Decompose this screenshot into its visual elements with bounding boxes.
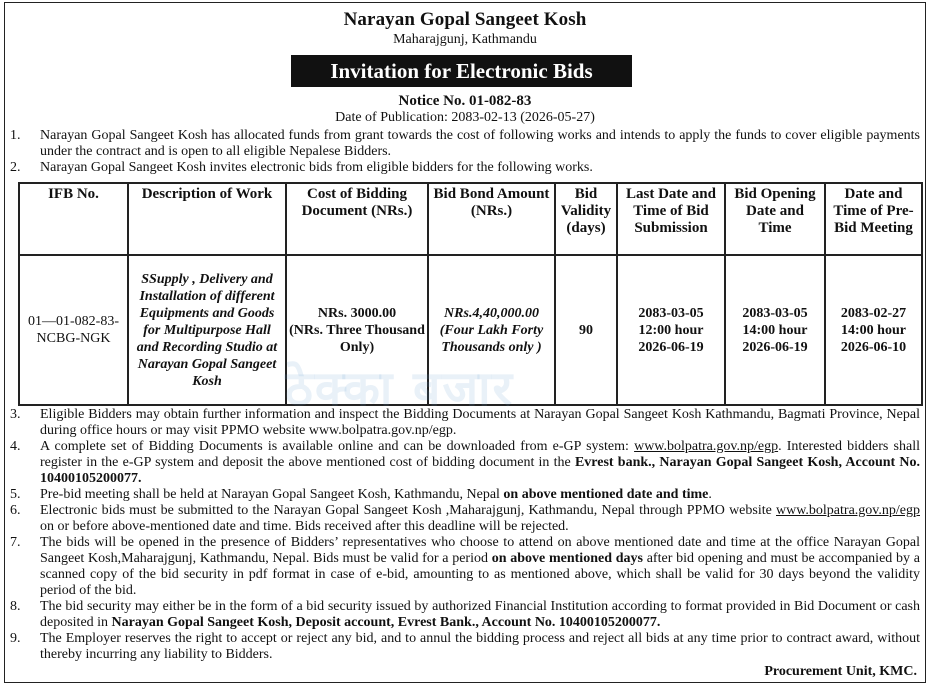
- egp-link[interactable]: www.bolpatra.gov.np/egp: [634, 439, 779, 454]
- table-header-row: [19, 183, 922, 255]
- cell-last-date: 2083-03-05 12:00 hour 2026-06-19: [617, 255, 725, 405]
- col-description: Description of Work: [128, 183, 286, 255]
- col-last-date: Last Date and Time of Bid Submission: [617, 183, 725, 255]
- cell-opening: 2083-03-05 14:00 hour 2026-06-19: [725, 255, 825, 405]
- col-validity: Bid Validity (days): [555, 183, 617, 255]
- paragraph-3: 3. Eligible Bidders may obtain further information and inspect the Bidding Documents at Narayan Gopal Sangeet Kosh Kathmandu, Bagmati Province, Nepal during office hours or may visit PPMO website www.bolpatra.gov.np/egp.: [10, 407, 920, 438]
- paragraph-5: 5. Pre-bid meeting shall be held at Narayan Gopal Sangeet Kosh, Kathmandu, Nepal on above mentioned date and time.: [10, 487, 712, 502]
- notice-page: [4, 2, 926, 683]
- cell-ifb: 01—01-082-83-NCBG-NGK: [19, 255, 128, 405]
- col-bid-bond: Bid Bond Amount (NRs.): [428, 183, 555, 255]
- cell-prebid: 2083-02-27 14:00 hour 2026-06-10: [825, 255, 922, 405]
- paragraph-9: 9. The Employer reserves the right to accept or reject any bid, and to annul the bidding process and reject all bids at any time prior to contract award, without thereby incurring any liability to Bidders.: [10, 631, 920, 662]
- notice-number: Notice No. 01-082-83: [398, 93, 532, 109]
- org-name: Narayan Gopal Sangeet Kosh: [343, 9, 587, 30]
- paragraph-6: 6. Electronic bids must be submitted to the Narayan Gopal Sangeet Kosh ,Maharajgunj, Kathmandu, Nepal through PPMO website www.bolpatra.gov.np/egp on or before above-mentioned date and time. Bids received after this deadline will be rejected.: [10, 503, 920, 534]
- ppmo-link[interactable]: www.bolpatra.gov.np/egp: [776, 503, 920, 518]
- paragraph-4: 4. A complete set of Bidding Documents is available online and can be downloaded from e-GP system: www.bolpatra.gov.np/egp. Interested bidders shall register in the e-GP system and deposit the above mentioned cost of bidding document in the Evrest bank., Narayan Gopal Sangeet Kosh, Account No. 10400105200077.: [10, 439, 920, 486]
- terms-paragraphs: [10, 407, 920, 663]
- watermark-logo: ठेक्का बजार: [285, 361, 515, 417]
- paragraph-2: 2. Narayan Gopal Sangeet Kosh invites electronic bids from eligible bidders for the following works.: [10, 160, 593, 175]
- col-cost: Cost of Bidding Document (NRs.): [286, 183, 428, 255]
- org-address: Maharajgunj, Kathmandu: [393, 32, 537, 47]
- col-prebid: Date and Time of Pre-Bid Meeting: [825, 183, 922, 255]
- intro-paragraphs: [10, 128, 920, 176]
- paragraph-7: 7. The bids will be opened in the presence of Bidders’ representatives who choose to attend on above mentioned date and time at the office Narayan Gopal Sangeet Kosh,Maharajgunj, Kathmandu, Nepal. Bids must be valid for a period on above mentioned days after bid opening and must be accompanied by a scanned copy of the bid security in pdf format in case of e-bid, amounting to as mentioned above, which shall be valid for 30 days beyond the validity period of the bid.: [10, 535, 920, 598]
- publication-date: Date of Publication: 2083-02-13 (2026-05-27): [335, 110, 595, 125]
- notice-title-bar: Invitation for Electronic Bids: [291, 55, 632, 87]
- paragraph-8: 8. The bid security may either be in the form of a bid security issued by authorized Financial Institution according to format provided in Bid Document or cash deposited in Narayan Gopal Sangeet Kosh, Deposit account, Evrest Bank., Account No. 10400105200077.: [10, 599, 920, 630]
- col-opening: Bid Opening Date and Time: [725, 183, 825, 255]
- cell-validity: 90: [555, 255, 617, 405]
- cell-cost: NRs. 3000.00 (NRs. Three Thousand Only): [286, 255, 428, 405]
- cell-bid-bond: NRs.4,40,000.00 (Four Lakh Forty Thousands only ): [428, 255, 555, 405]
- procurement-signature: Procurement Unit, KMC.: [764, 664, 917, 679]
- cell-description: SSupply , Delivery and Installation of different Equipments and Goods for Multipurpose Hall and Recording Studio at Narayan Gopal Sangeet Kosh: [128, 255, 286, 405]
- paragraph-1: 1. Narayan Gopal Sangeet Kosh has allocated funds from grant towards the cost of following works and intends to apply the funds to cover eligible payments under the contract and is open to all eligible Nepalese Bidders.: [10, 128, 920, 159]
- col-ifb-no: IFB No.: [19, 183, 128, 255]
